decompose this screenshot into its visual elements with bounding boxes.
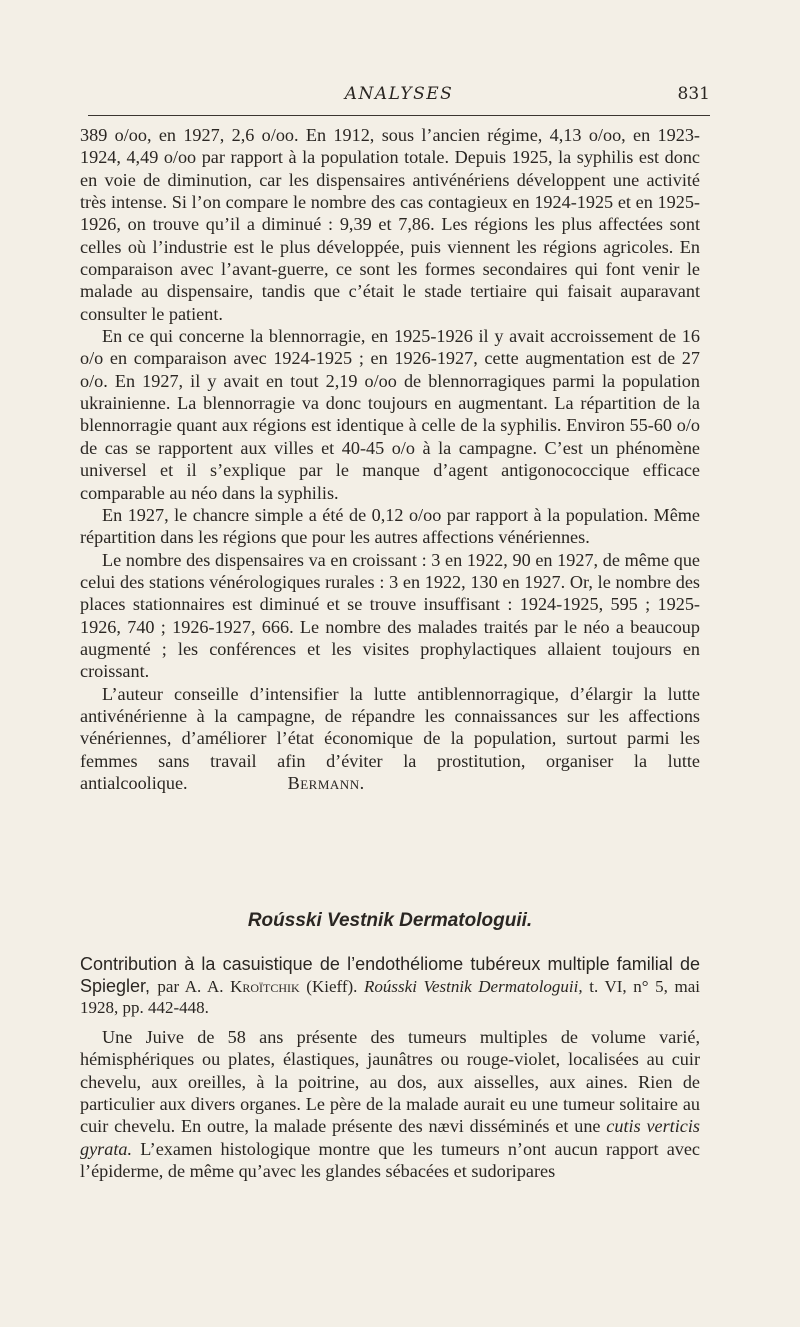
emphasis-text: cutis verticis gyrata. <box>80 1116 700 1159</box>
paragraph <box>80 325 700 504</box>
citation: t. VI, n° 5, mai 1928, pp. 442-448. <box>80 976 700 1017</box>
paragraph <box>80 1026 700 1182</box>
page-number: 831 <box>677 84 710 104</box>
paragraph-text: En 1927, le chancre simple a été de 0,12 o/oo par rapport à la population. Même répartition dans les régions que pour les autres affections vénériennes. <box>80 504 700 548</box>
running-header <box>88 84 710 108</box>
paragraph <box>80 683 700 795</box>
article-body <box>80 124 700 794</box>
author-name: Kroïtchik <box>230 976 300 996</box>
abstract-reference <box>80 977 700 1018</box>
paragraph-text: L’auteur conseille d’intensifier la lutte antiblennorragique, d’élargir la lutte antivénérienne à la campagne, de répandre les connaissances sur les affections vénériennes, d’améliorer l’état économique de la population, surtout parmi les femmes sans travail afin d’éviter la prostitution, organiser la lutte antialcoolique. <box>80 683 700 793</box>
header-rule <box>88 115 710 116</box>
by-label: par A. A. <box>157 976 224 996</box>
paragraph-text: 389 o/oo, en 1927, 2,6 o/oo. En 1912, sous l’ancien régime, 4,13 o/oo, en 1923-1924, 4,49 o/oo par rapport à la population totale. Depuis 1925, la syphilis est donc en voie de diminution, car les dispensaires antivénériens développent une activité très intense. Si l’on compare le nombre des cas contagieux en 1924-1925 et en 1925-1926, on trouve qu’il a diminué : 9,39 et 7,86. Les régions les plus affectées sont celles où l’industrie est le plus développée, puis viennent les régions agricoles. En comparaison avec l’avant-guerre, ce sont les formes secondaires qui font venir le malade au dispensaire, tandis que c’était le stade tertiaire qui faisait auparavant consulter le patient. <box>80 125 700 324</box>
paragraph <box>80 504 700 549</box>
abstract-title: Contribution à la casuistique de l’endothéliome tubéreux multiple familial de Spiegler, <box>80 954 700 996</box>
paragraph <box>80 124 700 325</box>
section-title: Roússki Vestnik Dermatologuii. <box>247 910 533 931</box>
journal-name: Roússki Vestnik Dermatologuii, <box>364 976 583 996</box>
paragraph-text: Le nombre des dispensaires va en croissant : 3 en 1922, 90 en 1927, de même que celui des stations vénérologiques rurales : 3 en 1922, 130 en 1927. Or, le nombre des places stationnaires est diminué et se trouve insuffisant : 1924-1925, 595 ; 1925-1926, 740 ; 1926-1927, 666. Le nombre des malades traités par le néo a beaucoup augmenté ; les conférences et les visites prophylactiques allaient toujours en croissant. <box>80 549 700 682</box>
paragraph-text: Une Juive de 58 ans présente des tumeurs multiples de volume varié, hémisphériques ou plates, élastiques, jaunâtres ou rouge-violet, localisées au cuir chevelu, aux oreilles, à la poitrine, au dos, aux aisselles, aux aines. Rien de particulier aux divers organes. Le père de la malade aurait eu une tumeur solitaire au cuir chevelu. En outre, la malade présente des nævi disséminés et une <box>80 1027 700 1137</box>
signature: Bermann. <box>287 772 365 793</box>
paragraph <box>80 549 700 683</box>
paragraph-text: En ce qui concerne la blennorragie, en 1925-1926 il y avait accroissement de 16 o/o en comparaison avec 1924-1925 ; en 1926-1927, cette augmentation est de 27 o/o. En 1927, il y avait en tout 2,19 o/oo de blennorragiques parmi la population ukrainienne. La blennorragie va donc toujours en augmentant. La répartition de la blennorragie quant aux régions est identique à celle de la syphilis. Environ 55-60 o/o de cas se rapportent aux villes et 40-45 o/o à la campagne. C’est un phénomène universel et il s’explique par le manque d’agent antigonococcique efficace comparable au néo dans la syphilis. <box>80 326 700 503</box>
paragraph-text: L’examen histologique montre que les tumeurs n’ont aucun rapport avec l’épiderme, de même qu’avec les glandes sébacées et sudoripares <box>80 1138 701 1182</box>
abstract-body <box>80 1026 700 1182</box>
abstract-heading <box>80 954 700 1019</box>
running-title: ANALYSES <box>344 84 454 104</box>
author-alt: (Kieff). <box>306 976 358 996</box>
